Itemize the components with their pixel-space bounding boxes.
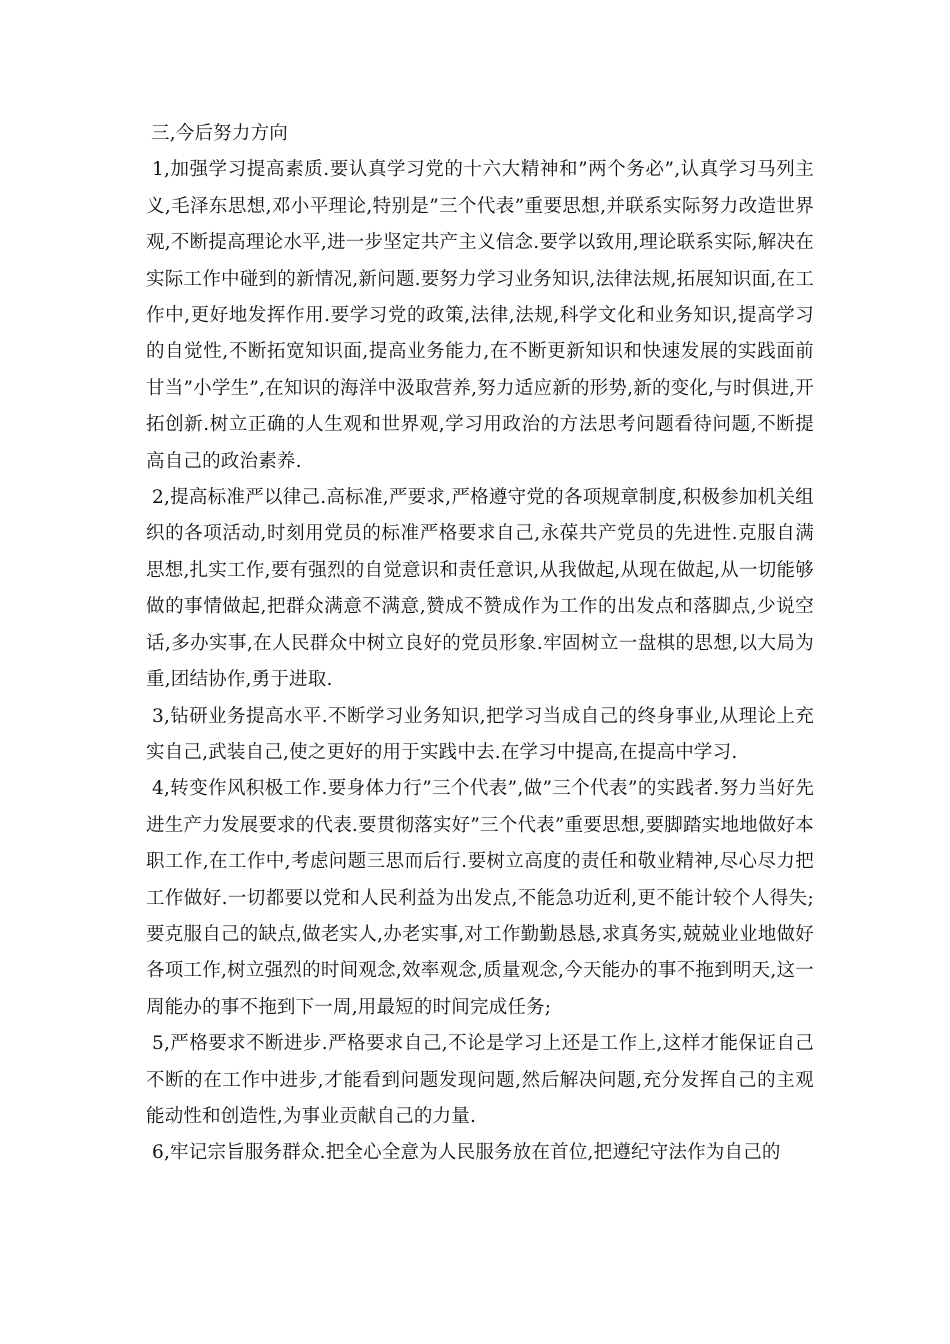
- paragraph-5: 5,严格要求不断进步.严格要求自己,不论是学习上还是工作上,这样才能保证自己不断的在工作中进步,才能看到问题发现问题,然后解决问题,充分发挥自己的主观能动性和创造性,为事业贡献自己的力量.: [146, 1033, 814, 1127]
- paragraph-4: 4,转变作风积极工作.要身体力行”三个代表”,做”三个代表”的实践者.努力当好先进生产力发展要求的代表.要贯彻落实好”三个代表”重要思想,要脚踏实地地做好本职工作,在工作中,考虑问题三思而后行.要树立高度的责任和敬业精神,尽心尽力把工作做好.一切都要以党和人民利益为出发点,不能急功近利,更不能计较个人得失;要克服自己的缺点,做老实人,办老实事,对工作勤勤恳恳,求真务实,兢兢业业地做好各项工作,树立强烈的时间观念,效率观念,质量观念,今天能办的事不拖到明天,这一周能办的事不拖到下一周,用最短的时间完成任务;: [146, 778, 814, 1018]
- paragraph-3: 3,钻研业务提高水平.不断学习业务知识,把学习当成自己的终身事业,从理论上充实自己,武装自己,使之更好的用于实践中去.在学习中提高,在提高中学习.: [146, 705, 814, 763]
- section-heading: 三,今后努力方向: [151, 123, 288, 144]
- paragraph-6: 6,牢记宗旨服务群众.把全心全意为人民服务放在首位,把遵纪守法作为自己的: [152, 1142, 781, 1164]
- paragraph-1: 1,加强学习提高素质.要认真学习党的十六大精神和”两个务必”,认真学习马列主义,毛泽东思想,邓小平理论,特别是”三个代表”重要思想,并联系实际努力改造世界观,不断提高理论水平,进一步坚定共产主义信念.要学以致用,理论联系实际,解决在实际工作中碰到的新情况,新问题.要努力学习业务知识,法律法规,拓展知识面,在工作中,更好地发挥作用.要学习党的政策,法律,法规,科学文化和业务知识,提高学习的自觉性,不断拓宽知识面,提高业务能力,在不断更新知识和快速发展的实践面前甘当”小学生”,在知识的海洋中汲取营养,努力适应新的形势,新的变化,与时俱进,开拓创新.树立正确的人生观和世界观,学习用政治的方法思考问题看待问题,不断提高自己的政治素养.: [146, 159, 814, 472]
- document-body: [146, 116, 814, 1172]
- paragraph-2: 2,提高标准严以律己.高标准,严要求,严格遵守党的各项规章制度,积极参加机关组织的各项活动,时刻用党员的标准严格要求自己,永葆共产党员的先进性.克服自满思想,扎实工作,要有强烈的自觉意识和责任意识,从我做起,从现在做起,从一切能够做的事情做起,把群众满意不满意,赞成不赞成作为工作的出发点和落脚点,少说空话,多办实事,在人民群众中树立良好的党员形象.牢固树立一盘棋的思想,以大局为重,团结协作,勇于进取.: [146, 487, 814, 691]
